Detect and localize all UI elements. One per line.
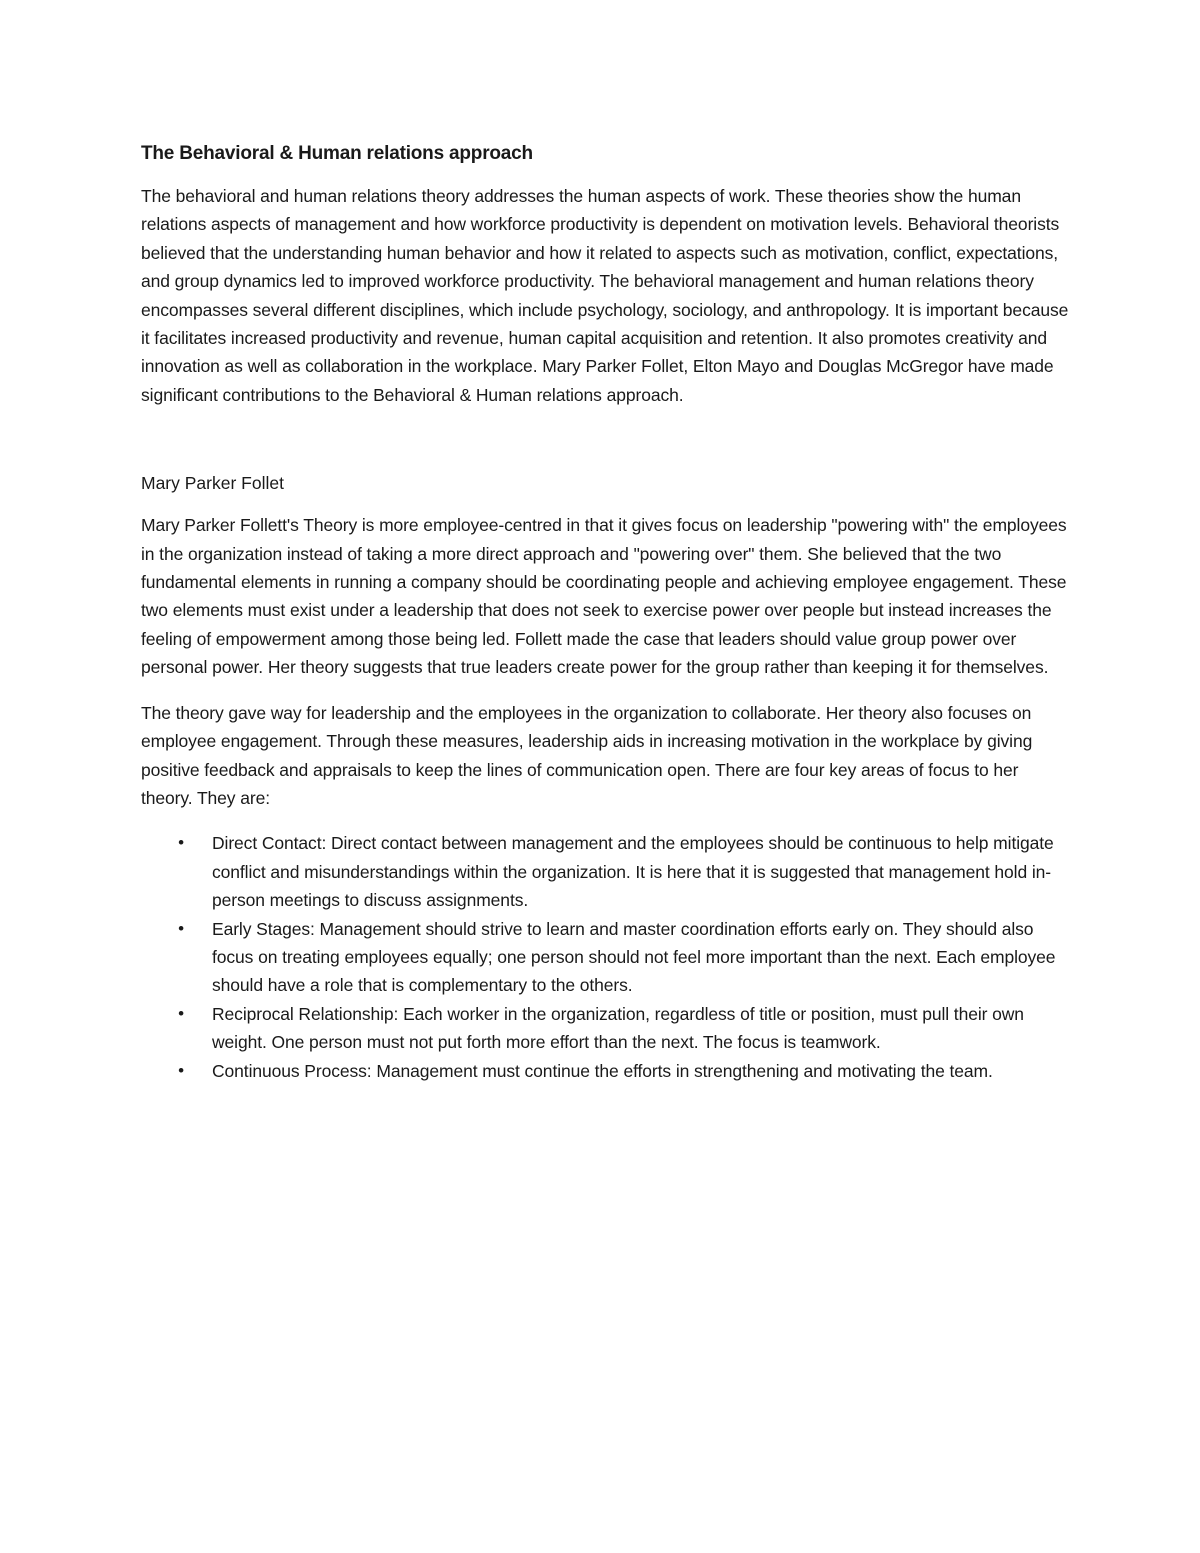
bullet-icon: •	[178, 833, 184, 853]
bullet-icon: •	[178, 1060, 184, 1080]
section-paragraph-2: The theory gave way for leadership and the employees in the organization to collaborate. Her theory also focuses on employee engagement. Through these measures, leadership aids in increasing motivation in the workplace by giving positive feedback and appraisals to keep the lines of communication open. There are four key areas of focus to her theory. They are:	[141, 702, 1033, 808]
intro-paragraph: The behavioral and human relations theory addresses the human aspects of work. These theories show the human relations aspects of management and how workforce productivity is dependent on motivation levels. Behavioral theorists believed that the understanding human behavior and how it related to aspects such as motivation, conflict, expectations, and group dynamics led to improved workforce productivity. The behavioral management and human relations theory encompasses several different disciplines, which include psychology, sociology, and anthropology. It is important because it facilitates increased productivity and revenue, human capital acquisition and retention. It also promotes creativity and innovation as well as collaboration in the workplace. Mary Parker Follet, Elton Mayo and Douglas McGregor have made significant contributions to the Behavioral & Human relations approach.	[141, 186, 1069, 405]
bullet-icon: •	[178, 918, 184, 938]
list-item-text: Reciprocal Relationship: Each worker in the organization, regardless of title or position, must pull their own weight. One person must not put forth more effort than the next. The focus is teamwork.	[212, 1003, 1024, 1053]
list-item	[178, 1000, 1071, 1057]
section-heading: Mary Parker Follet	[141, 473, 284, 494]
document-title: The Behavioral & Human relations approach	[141, 143, 533, 164]
section-paragraph-1: Mary Parker Follett's Theory is more employee-centred in that it gives focus on leadership "powering with" the employees in the organization instead of taking a more direct approach and "powering over" them. She believed that the two fundamental elements in running a company should be coordinating people and achieving employee engagement. These two elements must exist under a leadership that does not seek to exercise power over people but instead increases the feeling of empowerment among those being led. Follett made the case that leaders should value group power over personal power. Her theory suggests that true leaders create power for the group rather than keeping it for themselves.	[141, 515, 1067, 678]
list-item-text: Direct Contact: Direct contact between management and the employees should be continuous to help mitigate conflict and misunderstandings within the organization. It is here that it is suggested that management hold in-person meetings to discuss assignments.	[212, 833, 1054, 911]
list-item	[178, 1057, 1071, 1085]
list-item	[178, 829, 1071, 914]
bullet-icon: •	[178, 1003, 184, 1023]
list-item-text: Early Stages: Management should strive to learn and master coordination efforts early on. They should also focus on treating employees equally; one person should not feel more important than the next. Each employee should have a role that is complementary to the others.	[212, 918, 1056, 996]
list-item-text: Continuous Process: Management must continue the efforts in strengthening and motivating the team.	[212, 1060, 993, 1081]
list-item	[178, 915, 1071, 1000]
focus-areas-list	[141, 829, 1071, 1085]
document-page	[141, 140, 1071, 1085]
